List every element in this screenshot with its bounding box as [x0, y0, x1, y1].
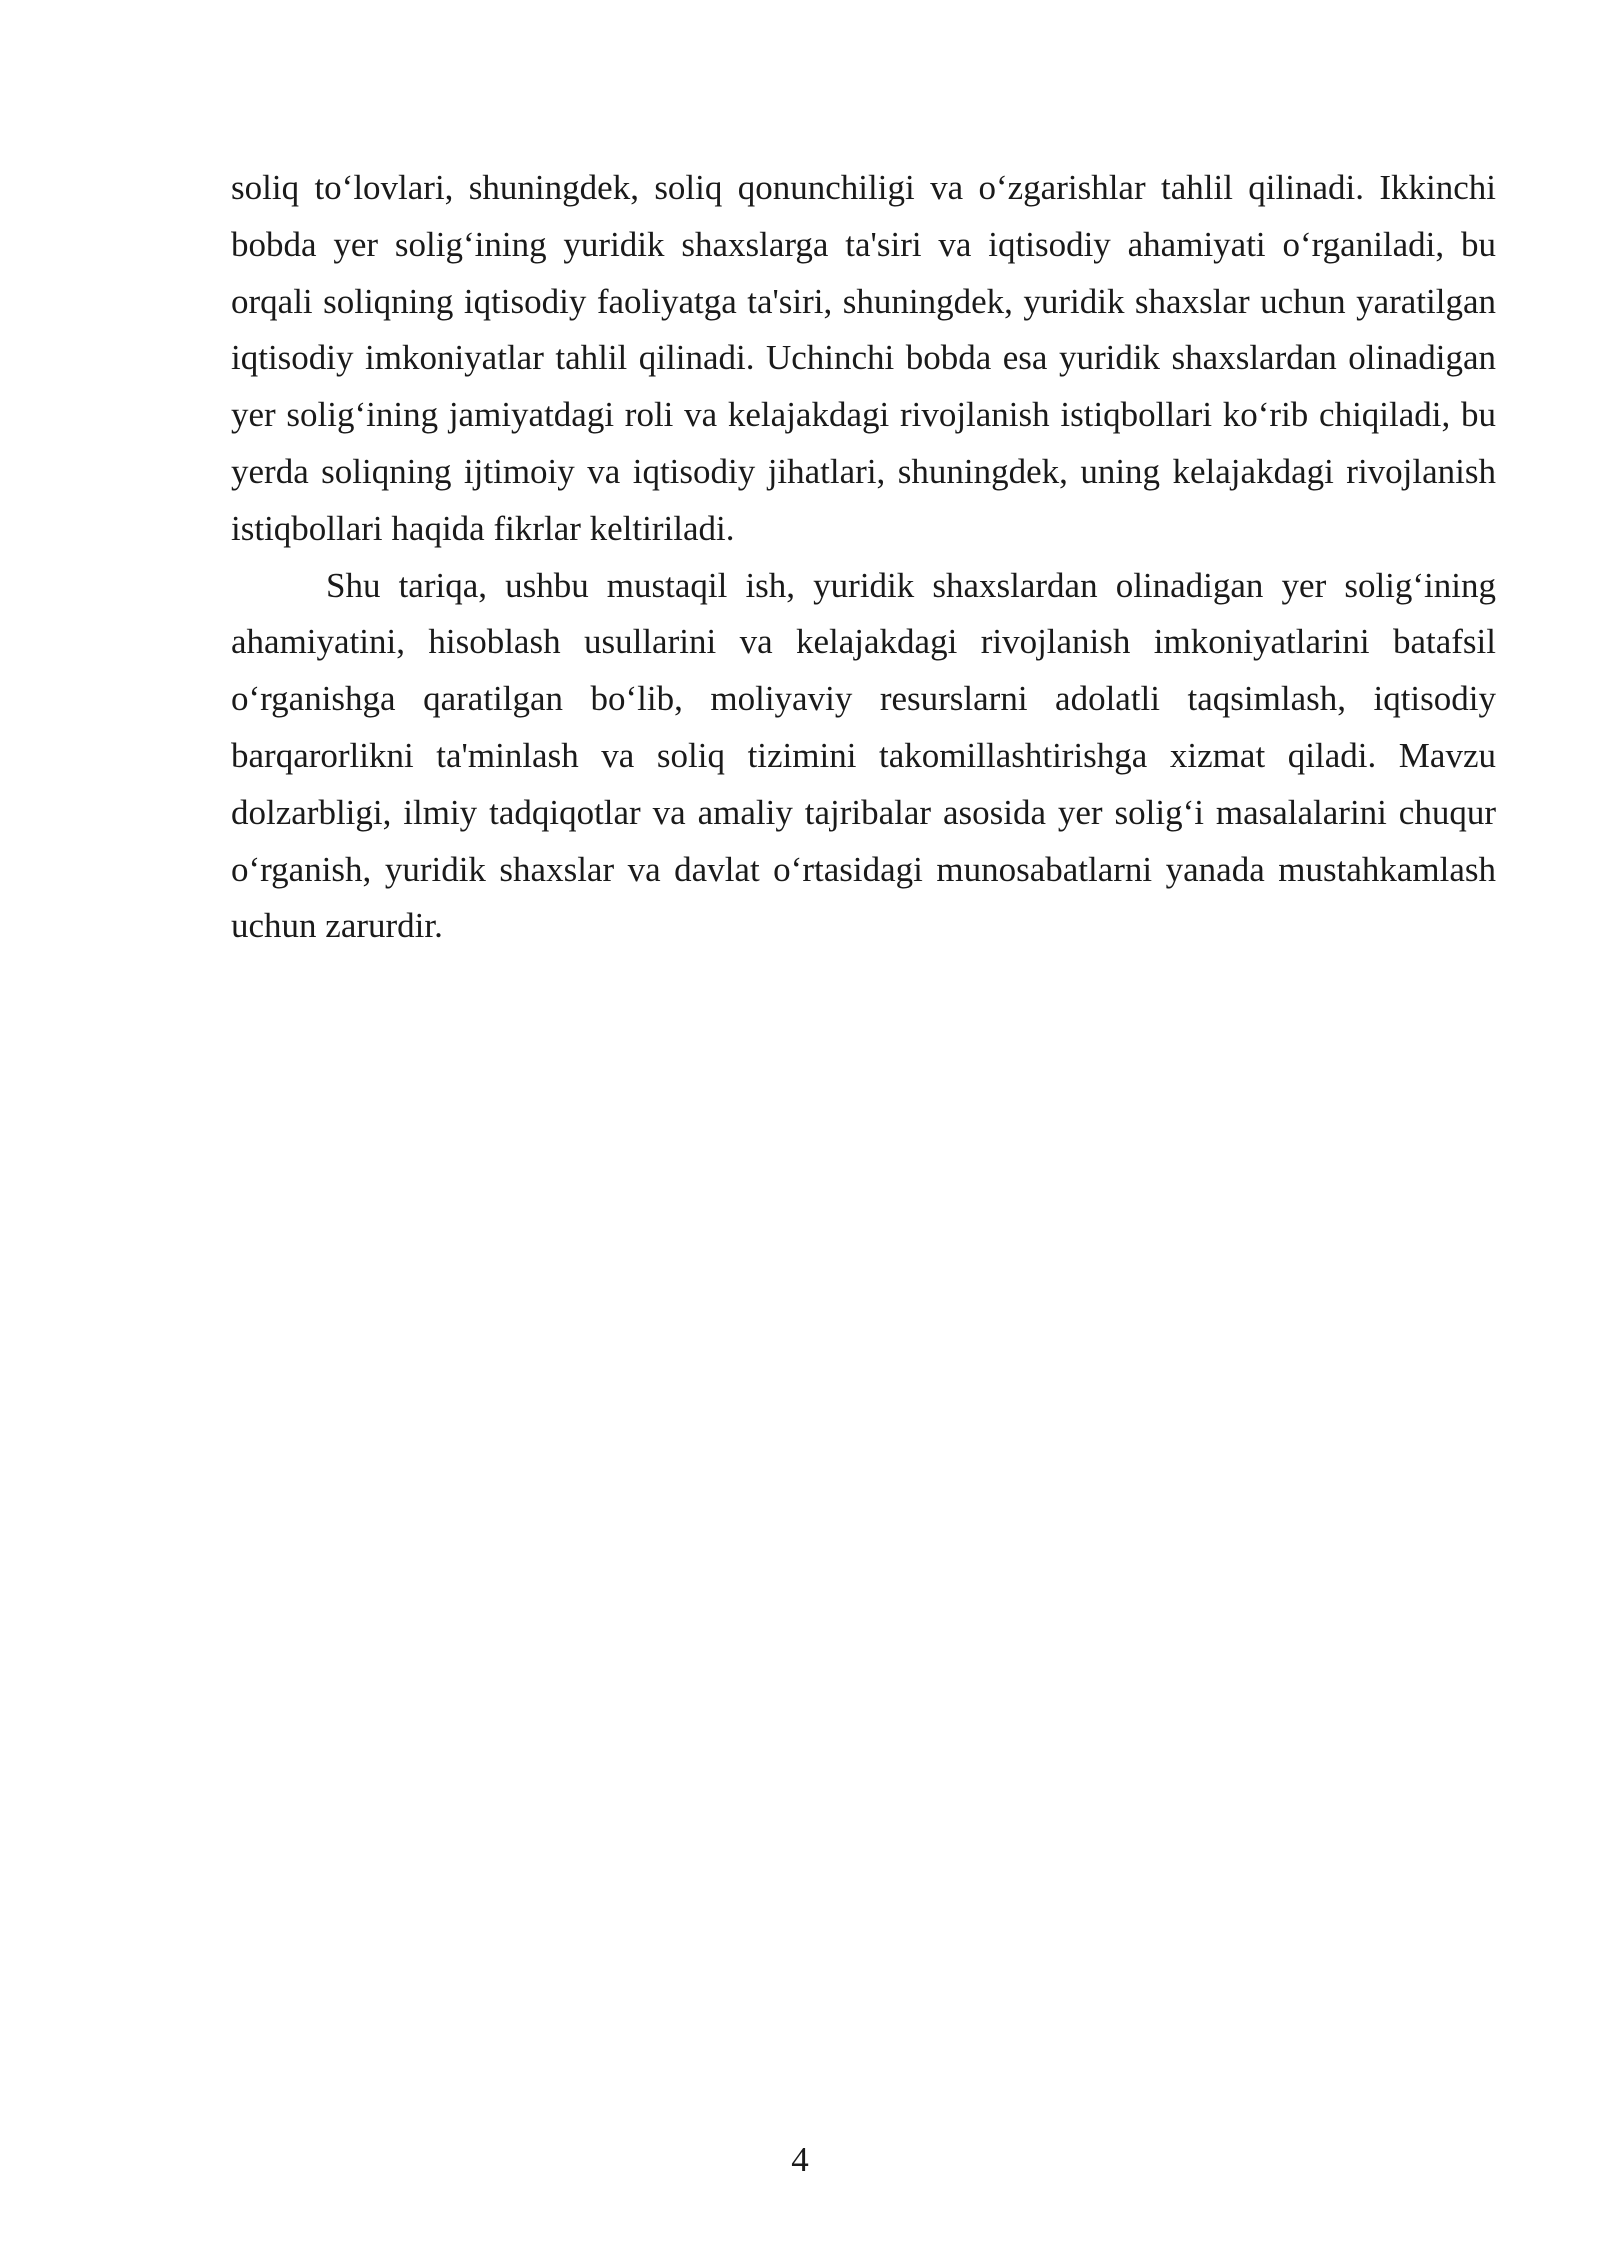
body-text [231, 160, 1496, 955]
paragraph-continuation: soliq to‘lovlari, shuningdek, soliq qonunchiligi va o‘zgarishlar tahlil qilinadi. Ikkinchi bobda yer solig‘ining yuridik shaxslarga ta'siri va iqtisodiy ahamiyati o‘rganiladi, bu orqali soliqning iqtisodiy faoliyatga ta'siri, shuningdek, yuridik shaxslar uchun yaratilgan iqtisodiy imkoniyatlar tahlil qilinadi. Uchinchi bobda esa yuridik shaxslardan olinadigan yer solig‘ining jamiyatdagi roli va kelajakdagi rivojlanish istiqbollari ko‘rib chiqiladi, bu yerda soliqning ijtimoiy va iqtisodiy jihatlari, shuningdek, uning kelajakdagi rivojlanish istiqbollari haqida fikrlar keltiriladi. [231, 168, 1496, 548]
page-number: 4 [791, 2140, 809, 2179]
paragraph-conclusion: Shu tariqa, ushbu mustaqil ish, yuridik shaxslardan olinadigan yer solig‘ining ahamiyatini, hisoblash usullarini va kelajakdagi rivojlanish imkoniyatlarini batafsil o‘rganishga qaratilgan bo‘lib, moliyaviy resurslarni adolatli taqsimlash, iqtisodiy barqarorlikni ta'minlash va soliq tizimini takomillashtirishga xizmat qiladi. Mavzu dolzarbligi, ilmiy tadqiqotlar va amaliy tajribalar asosida yer solig‘i masalalarini chuqur o‘rganish, yuridik shaxslar va davlat o‘rtasidagi munosabatlarni yanada mustahkamlash uchun zarurdir. [231, 565, 1496, 946]
